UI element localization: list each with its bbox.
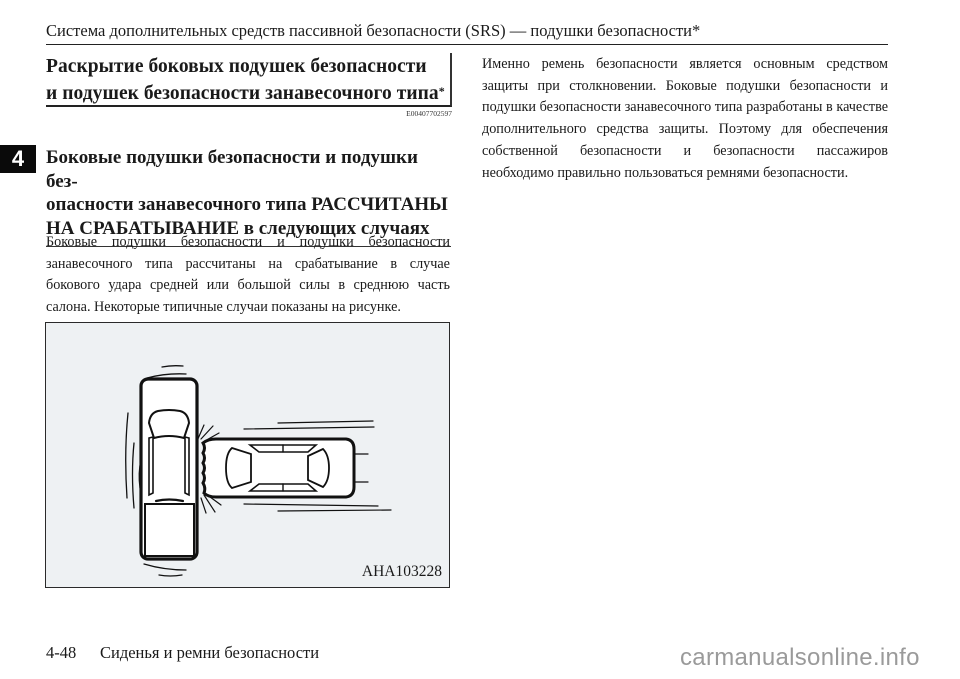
side-impact-illustration [46,323,451,589]
running-header [46,20,888,45]
running-header-title: Система дополнительных средств пассивной безопасности (SRS) — подушки безопасности* [46,21,701,40]
left-body-paragraph: Боковые подушки безопасности и подушки безопасности занавесочного типа рассчитаны на срабатывание в случае бокового удара средней или большой силы в среднюю часть салона. Некоторые типичные случаи показаны на рисунке. [46,234,450,316]
section-title-line-2: и подушек безопасности занавесочного типа* [46,83,445,104]
right-body-paragraph: Именно ремень безопасности является основным средством защиты при столкновении. Боковые подушки безопасности и подушки безопасности занавесочного типа разработаны в качестве дополнительного средства защиты. Поэтому для обеспечения собственной безопасности и безопасности пассажиров необходимо правильно пользоваться ремнями безопасности. [482,56,888,181]
reference-code: E00407702597 [406,109,452,118]
figure-code: AHA103228 [361,563,442,580]
section-title-line-1: Раскрытие боковых подушек безопасности [46,56,427,77]
section-title [46,53,450,106]
side-impact-figure [45,322,450,588]
sub-heading-line-2: опасности занавесочного типа РАССЧИТАНЫ [46,194,448,215]
option-asterisk: * [438,84,445,98]
sub-heading-line-1: Боковые подушки безопасности и подушки без- [46,147,418,192]
watermark: carmanualsonline.info [680,644,920,671]
sub-heading-line-3: НА СРАБАТЫВАНИЕ в следующих случаях [46,217,430,239]
chapter-tab: 4 [0,145,36,173]
section-title-box [46,53,452,107]
footer-chapter-title: Сиденья и ремни безопасности [100,643,320,662]
page-number: 4-48 [46,643,77,662]
